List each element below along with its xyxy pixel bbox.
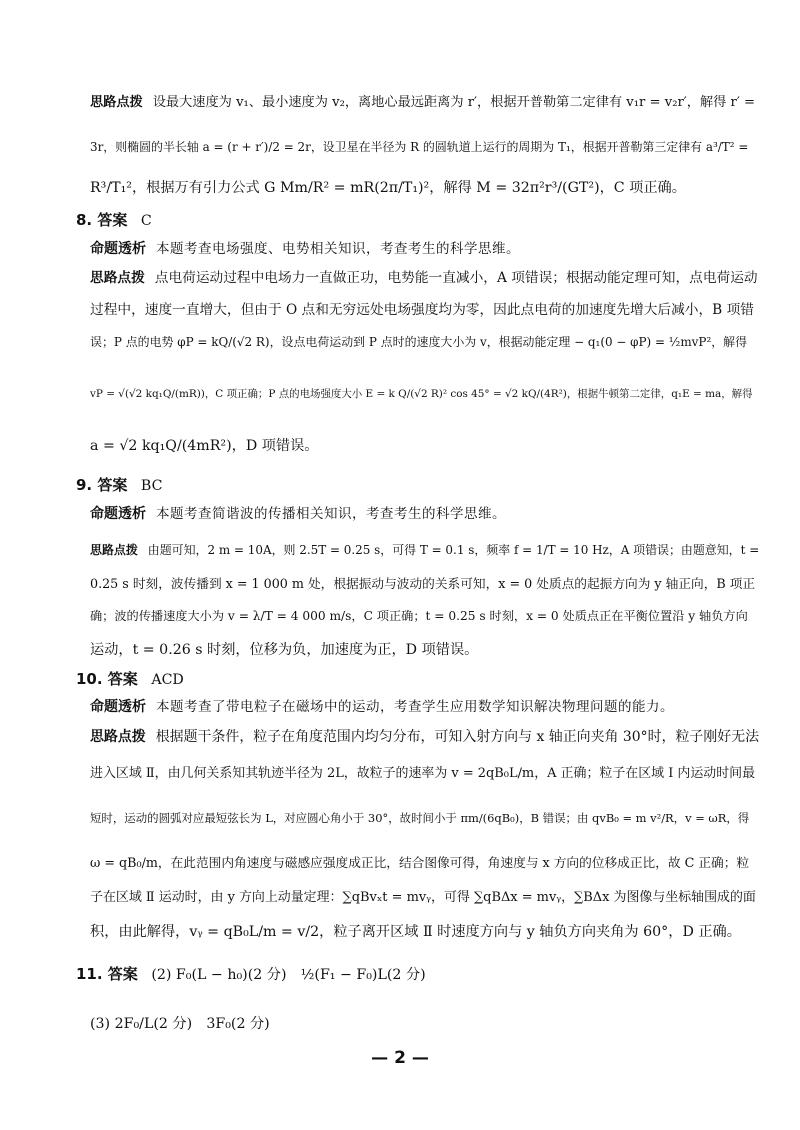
q7-line-1 (90, 93, 755, 113)
q9-line-2: 0.25 s 时刻，波传播到 x = 1 000 m 处，根据振动与波动的关系可知，x = 0 处质点的起振方向为 y 轴正向，B 项正 (90, 576, 756, 591)
q10-analysis-label: 命题透析 (90, 699, 146, 715)
q8-line-3: 误；P 点的电势 φP = kQ/(√2 R)，设点电荷运动到 P 点时的速度大小为 v，根据动能定理 − q₁(0 − φP) = ½mvP²，解得 (90, 335, 748, 349)
q10-line-3: 短时，运动的圆弧对应最短弦长为 L，对应圆心角小于 30°，故时间小于 πm/(6qB₀)，B 错误；由 qvB₀ = m v²/R，v = ωR，得 (90, 811, 750, 825)
q8-text-1: 点电荷运动过程中电场力一直做正功，电势能一直减小，A 项错误；根据动能定理可知，点电荷运动 (154, 270, 758, 286)
q10-answer-value: ACD (151, 672, 184, 688)
q9-line-3: 确；波的传播速度大小为 v = λ/T = 4 000 m/s，C 项正确；t = 0.25 s 时刻，x = 0 处质点正在平衡位置沿 y 轴负方向 (90, 609, 748, 623)
q10-line-6: 积，由此解得，vᵧ = qB₀L/m = v/2，粒子离开区域 Ⅱ 时速度方向与 y 轴负方向夹角为 60°，D 正确。 (90, 924, 741, 940)
q11-answer (76, 964, 426, 985)
q9-line-4: 运动，t = 0.26 s 时刻，位移为负，加速度为正，D 项错误。 (90, 642, 479, 658)
q10-answer (76, 669, 184, 690)
q10-line-2: 进入区域 Ⅱ，由几何关系知其轨迹半径为 2L，故粒子的速率为 v = 2qB₀L/m，A 正确；粒子在区域 Ⅰ 内运动时间最 (90, 766, 756, 781)
q8-line-4: vP = √(√2 kq₁Q/(mR))，C 项正确；P 点的电场强度大小 E = k Q/(√2 R)² cos 45° = √2 kQ/(4R²)，根据牛顿第二定律，q₁E = ma，解得 (90, 388, 753, 400)
q7-line-2: 3r，则椭圆的半长轴 a = (r + r′)/2 = 2r，设卫星在半径为 R 的圆轨道上运行的周期为 T₁，根据开普勒第三定律有 a³/T² = (90, 140, 749, 154)
q10-line-5: 子在区域 Ⅱ 运动时，由 y 方向上动量定理：∑qBvₓt = mvᵧ，可得 ∑qBΔx = mvᵧ，∑BΔx 为图像与坐标轴围成的面 (90, 890, 756, 905)
q9-text-1: 由题可知，2 m = 10A，则 2.5T = 0.25 s，可得 T = 0.1 s，频率 f = 1/T = 10 Hz，A 项错误；由题意知，t = (147, 543, 760, 557)
q8-line-2: 过程中，速度一直增大，但由于 O 点和无穷远处电场强度均为零，因此点电荷的加速度先增大后减小，B 项错 (90, 302, 754, 318)
q9-answer-value: BC (140, 478, 163, 494)
q10-line-1 (90, 727, 759, 747)
q8-answer-value: C (140, 213, 152, 229)
q8-title: 8. 答案 (76, 211, 128, 229)
q10-line-4: ω = qB₀/m，在此范围内角速度与磁感应强度成正比，结合图像可得，角速度与 x 方向的位移成正比，故 C 正确；粒 (90, 855, 750, 870)
q10-analysis-text: 本题考查了带电粒子在磁场中的运动，考查学生应用数学知识解决物理问题的能力。 (156, 699, 674, 715)
q7-hint-label: 思路点拨 (90, 95, 143, 110)
q9-answer (76, 475, 162, 496)
q7-text-1: 设最大速度为 v₁、最小速度为 v₂，离地心最远距离为 r′，根据开普勒第二定律有 v₁r = v₂r′，解得 r′ = (152, 95, 756, 110)
q10-title: 10. 答案 (76, 670, 138, 688)
q9-line-1 (90, 540, 759, 560)
q8-line-1 (90, 268, 758, 288)
q7-line-3: R³/T₁²，根据万有引力公式 G Mm/R² = mR(2π/T₁)²，解得 M = 32π²r³/(GT²)，C 项正确。 (90, 180, 686, 196)
q11-title: 11. 答案 (76, 965, 138, 983)
q8-line-5: a = √2 kq₁Q/(4mR²)，D 项错误。 (90, 438, 319, 454)
q11-line-1: (2) F₀(L − h₀)(2 分) ½(F₁ − F₀)L(2 分) (151, 967, 426, 983)
q9-analysis (90, 504, 506, 524)
q10-analysis (90, 697, 674, 717)
q10-hint-label: 思路点拨 (90, 729, 146, 745)
page-number: — 2 — (371, 1048, 429, 1068)
q8-analysis-text: 本题考查电场强度、电势相关知识，考查考生的科学思维。 (156, 241, 520, 257)
q9-analysis-text: 本题考查简谐波的传播相关知识，考查考生的科学思维。 (156, 506, 506, 522)
q9-title: 9. 答案 (76, 476, 128, 494)
q9-analysis-label: 命题透析 (90, 506, 146, 522)
q8-answer (76, 210, 152, 231)
q10-text-1: 根据题干条件，粒子在角度范围内均匀分布，可知入射方向与 x 轴正向夹角 30°时，粒子刚好无法 (155, 729, 760, 745)
q8-analysis (90, 239, 520, 259)
q8-hint-label: 思路点拨 (90, 270, 145, 286)
q8-analysis-label: 命题透析 (90, 241, 146, 257)
q9-hint-label: 思路点拨 (90, 543, 138, 557)
q11-line-2: (3) 2F₀/L(2 分) 3F₀(2 分) (90, 1016, 270, 1032)
